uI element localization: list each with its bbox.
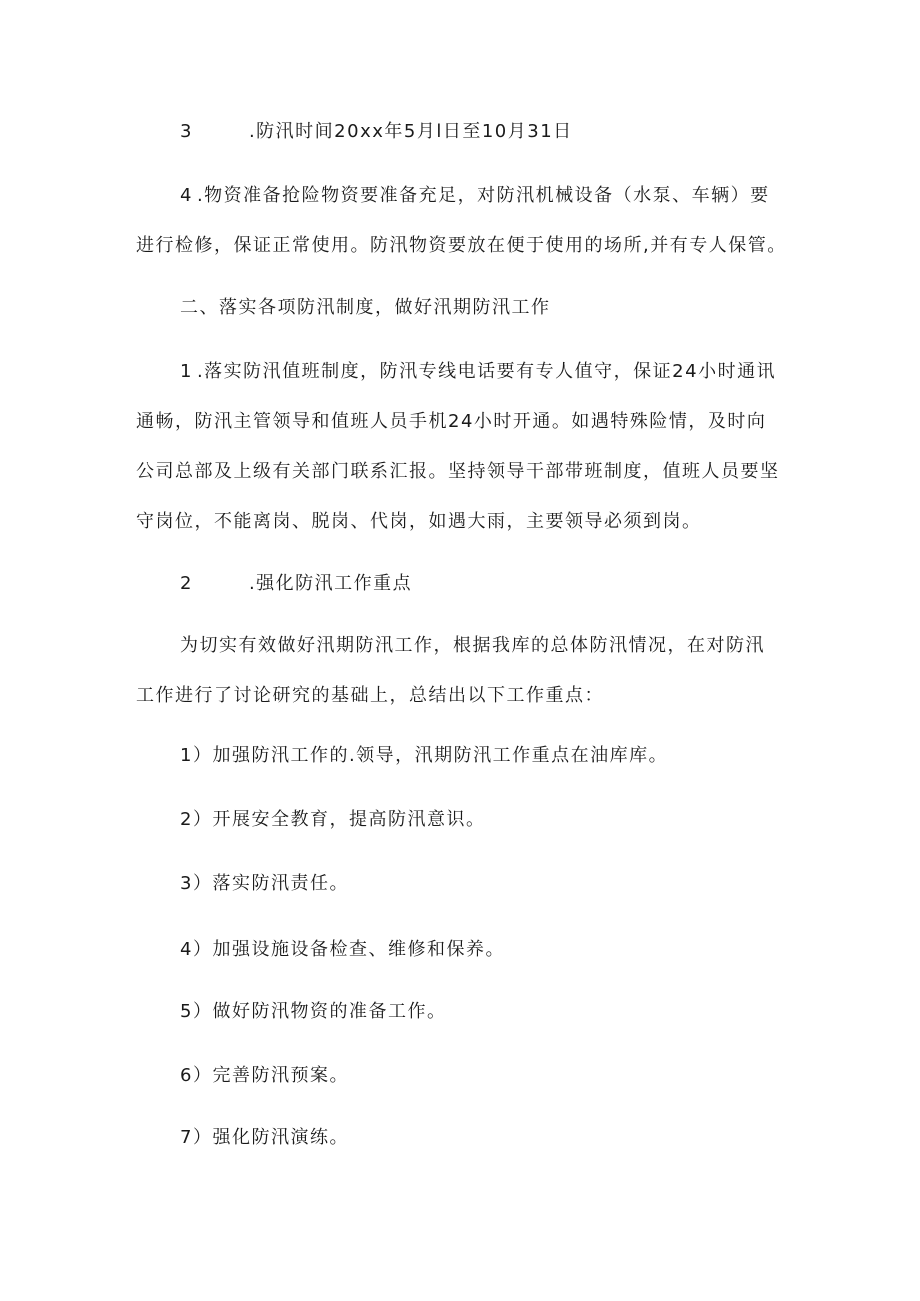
s2-item-1-number: 1 (180, 361, 193, 382)
point-5: 5）做好防汛物资的准备工作。 (180, 1001, 447, 1022)
s2-item-2-number: 2 (180, 573, 193, 594)
s2-item-1-line-2: 通畅，防汛主管领导和值班人员手机24小时开通。如遇特殊险情，及时向 (136, 411, 767, 432)
item-4-number: 4 (180, 185, 193, 206)
intro-line-2: 工作进行了讨论研究的基础上，总结出以下工作重点： (136, 685, 604, 706)
point-1: 1）加强防汛工作的.领导，汛期防汛工作重点在油库库。 (180, 745, 669, 766)
point-4: 4）加强设施设备检查、维修和保养。 (180, 939, 505, 960)
s2-item-1-line-4: 守岗位，不能离岗、脱岗、代岗，如遇大雨，主要领导必须到岗。 (136, 511, 702, 532)
section-2-heading: 二、落实各项防汛制度，做好汛期防汛工作 (180, 297, 551, 318)
intro-line-1: 为切实有效做好汛期防汛工作，根据我库的总体防汛情况，在对防汛 (180, 635, 765, 656)
point-3: 3）落实防汛责任。 (180, 873, 349, 894)
s2-item-1-line-3: 公司总部及上级有关部门联系汇报。坚持领导干部带班制度，值班人员要坚 (136, 461, 780, 482)
item-4-line-2: 进行检修，保证正常使用。防汛物资要放在便于使用的场所,并有专人保管。 (136, 235, 787, 256)
item-3-text: .防汛时间20xx年5月l日至10月31日 (248, 121, 573, 142)
point-7: 7）强化防汛演练。 (180, 1127, 349, 1148)
point-6: 6）完善防汛预案。 (180, 1065, 349, 1086)
s2-item-1-text-line-1: .落实防汛值班制度，防汛专线电话要有专人值守，保证24小时通讯 (196, 361, 777, 382)
item-3 (180, 120, 573, 144)
s2-item-1-line-1 (180, 360, 776, 384)
item-4-text-line-1: .物资准备抢险物资要准备充足，对防汛机械设备（水泵、车辆）要 (196, 185, 770, 206)
item-4-line-1 (180, 184, 770, 208)
item-3-number: 3 (180, 121, 193, 142)
s2-item-2-text: .强化防汛工作重点 (248, 573, 413, 594)
point-2: 2）开展安全教育，提高防汛意识。 (180, 809, 486, 830)
s2-item-2 (180, 572, 412, 596)
